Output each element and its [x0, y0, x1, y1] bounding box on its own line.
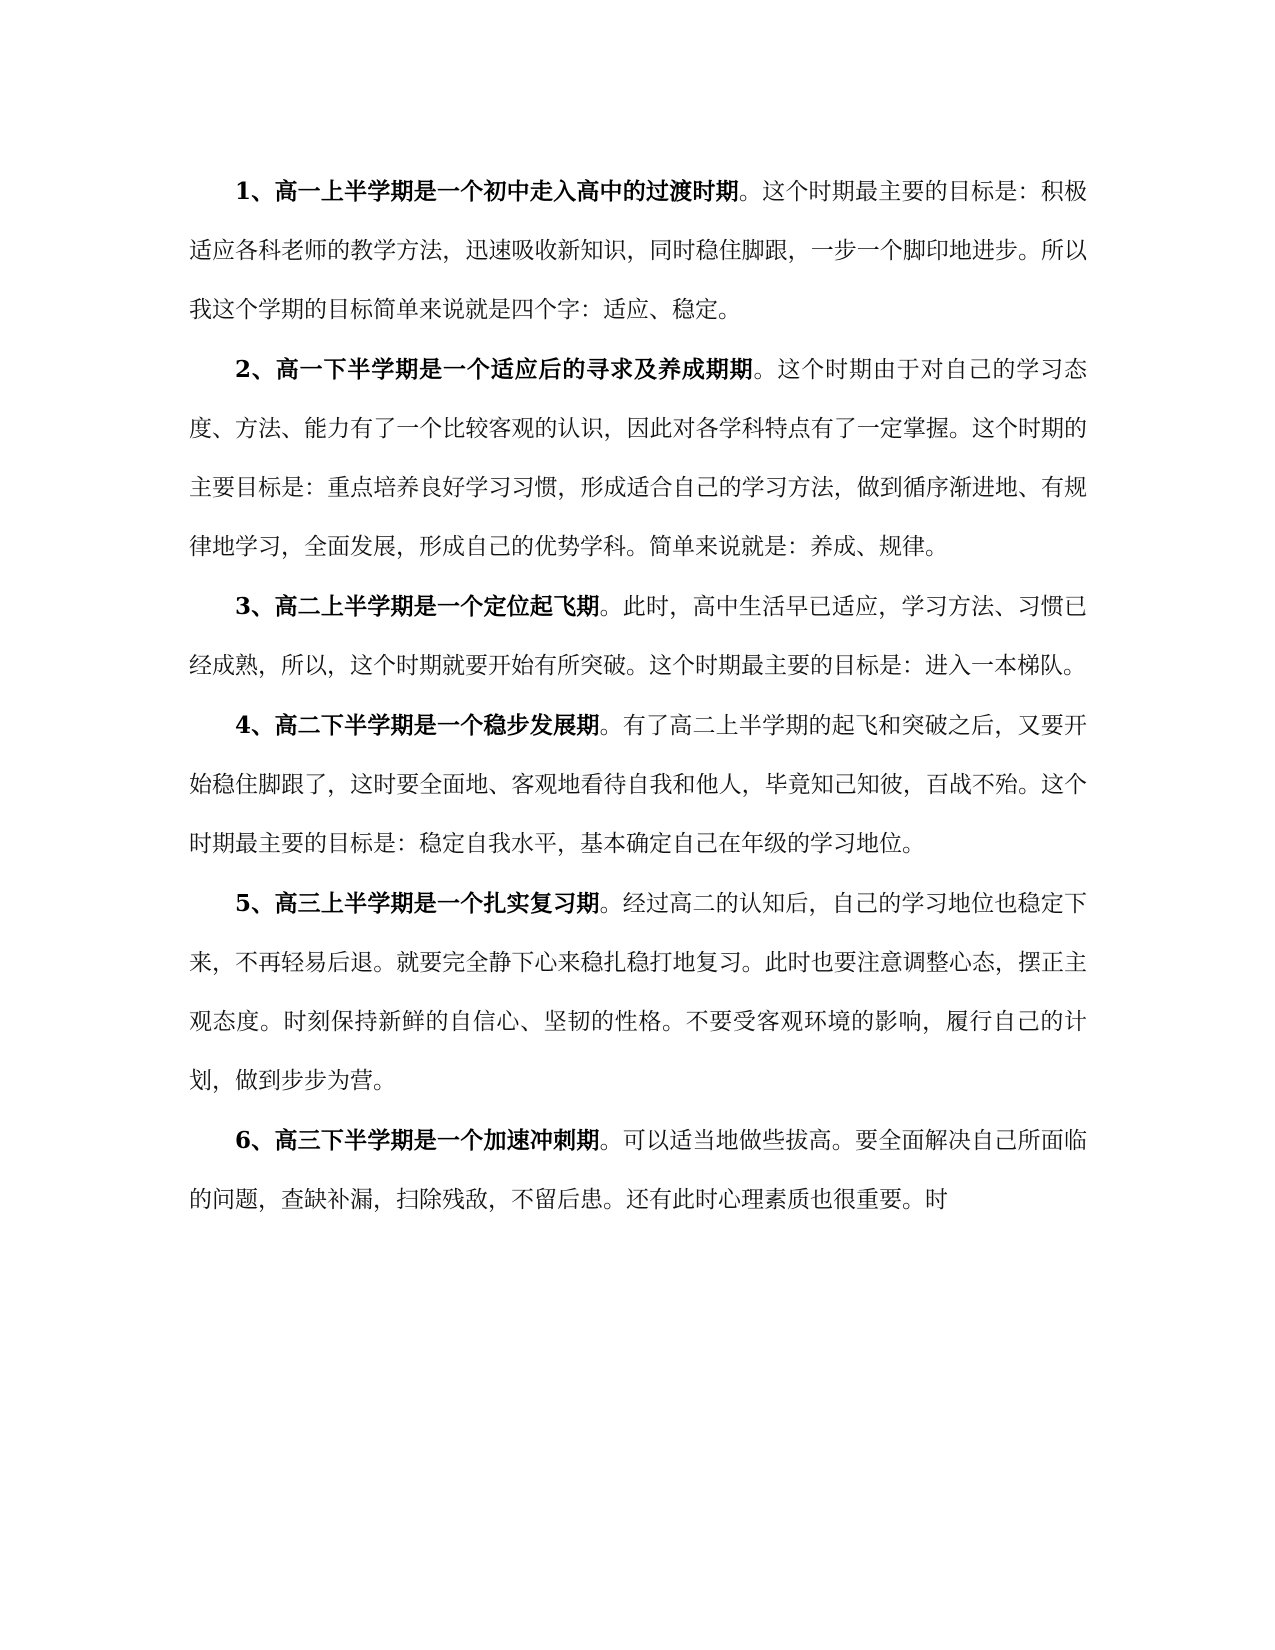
document-body — [189, 162, 1087, 1230]
paragraph-4-text: 。有了高二上半学期的起飞和突破之后，又要开始稳住脚跟了，这时要全面地、客观地看待自我和他人，毕竟知己知彼，百战不殆。这个时期最主要的目标是：稳定自我水平，基本确定自己在年级的学习地位。 — [189, 713, 1087, 857]
paragraph-2-heading: 2、高一下半学期是一个适应后的寻求及养成期期 — [235, 356, 754, 383]
paragraph-4-heading: 4、高二下半学期是一个稳步发展期 — [235, 712, 600, 739]
paragraph-4 — [189, 696, 1087, 874]
paragraph-5 — [189, 874, 1087, 1111]
paragraph-3-heading: 3、高二上半学期是一个定位起飞期 — [235, 593, 600, 620]
paragraph-2 — [189, 340, 1087, 577]
paragraph-3-text: 。此时，高中生活早已适应，学习方法、习惯已经成熟，所以，这个时期就要开始有所突破。这个时期最主要的目标是：进入一本梯队。 — [189, 594, 1087, 679]
paragraph-1-text: 。这个时期最主要的目标是：积极适应各科老师的教学方法，迅速吸收新知识，同时稳住脚跟，一步一个脚印地进步。所以我这个学期的目标简单来说就是四个字：适应、稳定。 — [189, 179, 1087, 323]
paragraph-6-text: 。可以适当地做些拔高。要全面解决自己所面临的问题，查缺补漏，扫除残敌，不留后患。还有此时心理素质也很重要。时 — [189, 1128, 1087, 1213]
paragraph-3 — [189, 577, 1087, 696]
paragraph-6 — [189, 1111, 1087, 1230]
paragraph-5-heading: 5、高三上半学期是一个扎实复习期 — [235, 890, 600, 917]
paragraph-5-text: 。经过高二的认知后，自己的学习地位也稳定下来，不再轻易后退。就要完全静下心来稳扎稳打地复习。此时也要注意调整心态，摆正主观态度。时刻保持新鲜的自信心、坚韧的性格。不要受客观环境的影响，履行自己的计划，做到步步为营。 — [189, 891, 1087, 1094]
paragraph-1 — [189, 162, 1087, 340]
paragraph-1-heading: 1、高一上半学期是一个初中走入高中的过渡时期 — [235, 178, 739, 205]
paragraph-2-text: 。这个时期由于对自己的学习态度、方法、能力有了一个比较客观的认识，因此对各学科特点有了一定掌握。这个时期的主要目标是：重点培养良好学习习惯，形成适合自己的学习方法，做到循序渐进地、有规律地学习，全面发展，形成自己的优势学科。简单来说就是：养成、规律。 — [189, 357, 1087, 560]
paragraph-6-heading: 6、高三下半学期是一个加速冲刺期 — [235, 1127, 600, 1154]
